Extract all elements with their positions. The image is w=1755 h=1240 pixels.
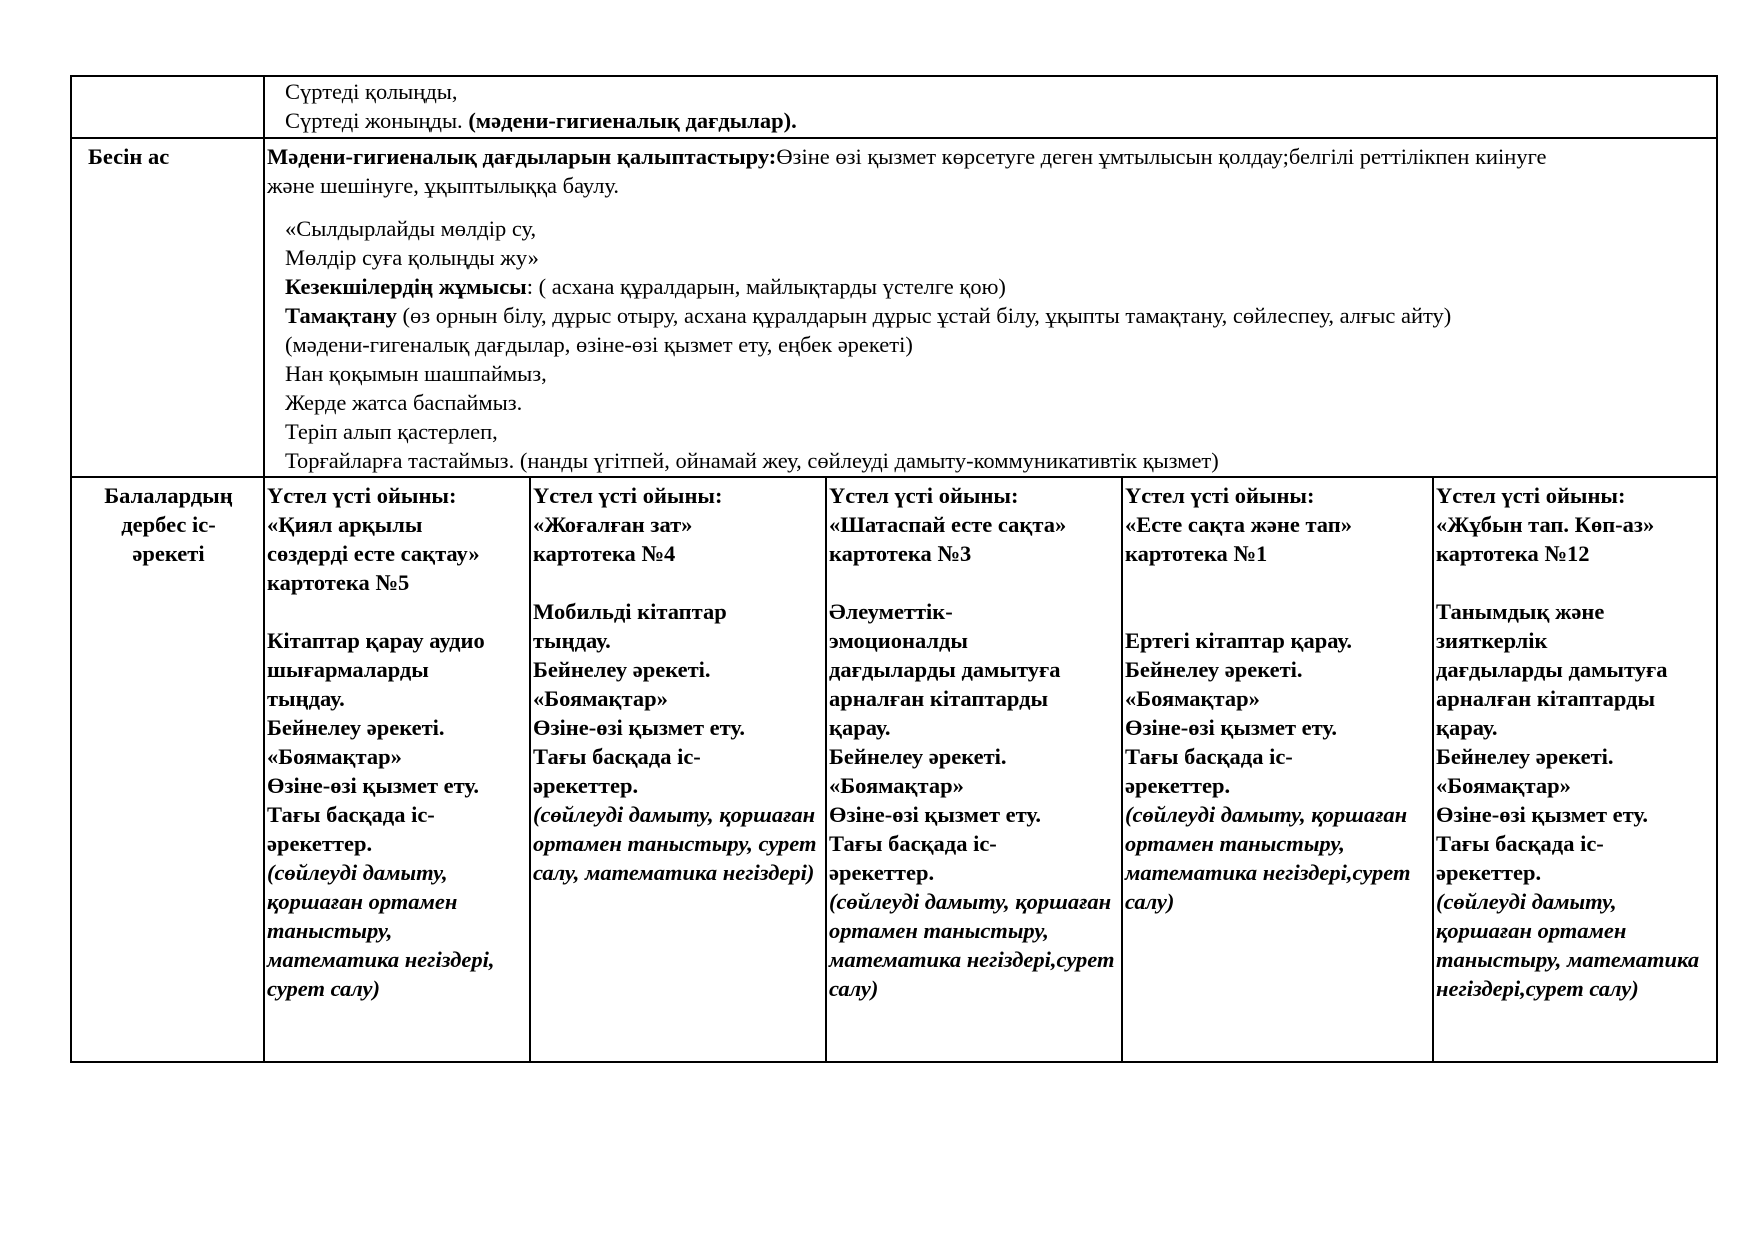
row2-intro-line2: және шешінуге, ұқыптылыққа баулу. xyxy=(267,173,620,198)
day-2-note-1: (сөйлеуді дамыту, қоршаған xyxy=(533,802,816,827)
day-2-line-10: Тағы басқада іс- xyxy=(533,744,701,769)
day-5-line-6: зияткерлік xyxy=(1436,628,1548,653)
day-1-line-6: Кітаптар қарау аудио xyxy=(267,628,485,653)
day-cell-3 xyxy=(826,477,1122,1062)
day-4-note-2: ортамен таныстыру, xyxy=(1125,831,1345,856)
day-1-note-3: таныстыру, xyxy=(267,918,393,943)
row2-eat xyxy=(285,301,1716,330)
row3-label-cell xyxy=(71,477,264,1062)
day-1-line-13: әрекеттер. xyxy=(267,831,373,856)
day-3-line-9: қарау. xyxy=(829,715,891,740)
day-2-note-2: ортамен таныстыру, сурет xyxy=(533,831,817,856)
day-3-line-13: Тағы басқада іс- xyxy=(829,831,997,856)
row2-intro-line1: Өзіне өзі қызмет көрсетуге деген ұмтылысын қолдау;белгілі реттілікпен киінуге xyxy=(776,144,1547,169)
day-4-line-2: «Есте сақта және тап» xyxy=(1125,512,1352,537)
row1-line-2-tail: (мәдени-гигиеналық дағдылар). xyxy=(462,108,797,133)
row2-poem2-line4: Торғайларға тастаймыз. (нанды үгітпей, ойнамай жеу, сөйлеуді дамыту-коммуникативтік қызмет) xyxy=(285,448,1219,473)
day-cell-1 xyxy=(264,477,530,1062)
day-cell-2 xyxy=(530,477,826,1062)
day-1-note-2: қоршаған ортамен xyxy=(267,889,458,914)
day-4-spacer xyxy=(1125,568,1432,597)
row2-poem1-line1: «Сылдырлайды мөлдір су, xyxy=(285,216,537,241)
day-3-line-10: Бейнелеу әрекеті. xyxy=(829,744,1007,769)
day-5-note-1: (сөйлеуді дамыту, xyxy=(1436,889,1617,914)
day-1-line-12: Тағы басқада іс- xyxy=(267,802,435,827)
day-4-line-10: Тағы басқада іс- xyxy=(1125,744,1293,769)
day-5-line-9: қарау. xyxy=(1436,715,1498,740)
day-3-spacer xyxy=(829,568,1121,597)
row-handwashing xyxy=(71,76,1717,138)
day-1-note-1: (сөйлеуді дамыту, xyxy=(267,860,448,885)
day-3-note-4: салу) xyxy=(829,976,879,1001)
day-cell-4 xyxy=(1122,477,1433,1062)
row2-poem1-line2: Мөлдір суға қолыңды жу» xyxy=(285,245,539,270)
day-3-note-3: математика негіздері,сурет xyxy=(829,947,1115,972)
day-5-line-10: Бейнелеу әрекеті. xyxy=(1436,744,1614,769)
day-4-line-3: картотека №1 xyxy=(1125,541,1268,566)
row-independent-activity xyxy=(71,477,1717,1062)
day-3-line-2: «Шатаспай есте сақта» xyxy=(829,512,1067,537)
row2-poem2-line2: Жерде жатса баспаймыз. xyxy=(285,390,523,415)
row2-content-cell xyxy=(264,138,1717,477)
day-5-line-14: әрекеттер. xyxy=(1436,860,1542,885)
day-1-line-9: Бейнелеу әрекеті. xyxy=(267,715,445,740)
day-1-line-3: сөздерді есте сақтау» xyxy=(267,541,480,566)
row1-line-2 xyxy=(285,106,1716,135)
day-2-spacer xyxy=(533,568,825,597)
day-4-line-11: әрекеттер. xyxy=(1125,773,1231,798)
day-5-line-3: картотека №12 xyxy=(1436,541,1590,566)
day-cell-5 xyxy=(1433,477,1717,1062)
day-3-note-1: (сөйлеуді дамыту, қоршаған xyxy=(829,889,1112,914)
row2-eat-bold: Тамақтану xyxy=(285,303,397,328)
row2-duty xyxy=(285,272,1716,301)
row3-label-line3: әрекеті xyxy=(132,541,205,566)
day-5-note-2: қоршаған ортамен xyxy=(1436,918,1627,943)
day-1-line-2: «Қиял арқылы xyxy=(267,512,423,537)
day-5-spacer xyxy=(1436,568,1716,597)
day-3-line-7: дағдыларды дамытуға xyxy=(829,657,1061,682)
day-1-line-8: тыңдау. xyxy=(267,686,345,711)
day-3-line-12: Өзіне-өзі қызмет ету. xyxy=(829,802,1042,827)
day-3-line-6: эмоционалды xyxy=(829,628,968,653)
row1-line-2-text: Сүртеді жоныңды. xyxy=(285,108,463,133)
row2-eat-note: (мәдени-гигеналық дағдылар, өзіне-өзі қызмет ету, еңбек әрекеті) xyxy=(285,332,913,357)
day-5-line-11: «Боямақтар» xyxy=(1436,773,1571,798)
day-4-note-3: математика негіздері,сурет xyxy=(1125,860,1411,885)
day-5-line-2: «Жұбын тап. Көп-аз» xyxy=(1436,512,1655,537)
row2-duty-rest: : ( асхана құралдарын, майлықтарды үстелге қою) xyxy=(526,274,1006,299)
day-1-line-11: Өзіне-өзі қызмет ету. xyxy=(267,773,480,798)
day-1-line-1: Үстел үсті ойыны: xyxy=(267,483,457,508)
day-5-line-1: Үстел үсті ойыны: xyxy=(1436,483,1626,508)
day-5-line-5: Танымдық және xyxy=(1436,599,1605,624)
row3-label-line2: дербес іс- xyxy=(121,512,216,537)
day-3-line-8: арналған кітаптарды xyxy=(829,686,1049,711)
day-4-line-7: Бейнелеу әрекеті. xyxy=(1125,657,1303,682)
day-1-line-4: картотека №5 xyxy=(267,570,410,595)
day-5-note-3: таныстыру, математика xyxy=(1436,947,1700,972)
day-2-line-7: Бейнелеу әрекеті. xyxy=(533,657,711,682)
day-5-line-12: Өзіне-өзі қызмет ету. xyxy=(1436,802,1649,827)
day-3-line-1: Үстел үсті ойыны: xyxy=(829,483,1019,508)
row1-label-cell xyxy=(71,76,264,138)
day-2-line-3: картотека №4 xyxy=(533,541,676,566)
day-3-line-5: Әлеуметтік- xyxy=(829,599,953,624)
row1-content-cell xyxy=(264,76,1717,138)
day-1-spacer xyxy=(267,597,529,626)
day-1-line-7: шығармаларды xyxy=(267,657,429,682)
row2-poem2-line3: Теріп алып қастерлеп, xyxy=(285,419,498,444)
row-afternoon-snack xyxy=(71,138,1717,477)
day-4-line-6: Ертегі кітаптар қарау. xyxy=(1125,628,1352,653)
day-1-line-10: «Боямақтар» xyxy=(267,744,402,769)
row2-poem2-line1: Нан қоқымын шашпаймыз, xyxy=(285,361,547,386)
day-4-line-8: «Боямақтар» xyxy=(1125,686,1260,711)
day-4-line-9: Өзіне-өзі қызмет ету. xyxy=(1125,715,1338,740)
row2-label: Бесін ас xyxy=(88,144,170,169)
day-4-spacer xyxy=(1125,597,1432,626)
day-2-line-11: әрекеттер. xyxy=(533,773,639,798)
day-1-note-4: математика негіздері, xyxy=(267,947,495,972)
day-3-note-2: ортамен таныстыру, xyxy=(829,918,1049,943)
day-5-line-13: Тағы басқада іс- xyxy=(1436,831,1604,856)
day-2-line-8: «Боямақтар» xyxy=(533,686,668,711)
row3-label-line1: Балалардың xyxy=(104,483,233,508)
day-4-line-1: Үстел үсті ойыны: xyxy=(1125,483,1315,508)
day-1-note-5: сурет салу) xyxy=(267,976,380,1001)
row2-intro-bold: Мәдени-гигиеналық дағдыларын қалыптастыру: xyxy=(267,144,777,169)
row2-intro xyxy=(267,142,1716,171)
day-5-note-4: негіздері,сурет салу) xyxy=(1436,976,1639,1001)
day-4-note-4: салу) xyxy=(1125,889,1175,914)
day-2-line-9: Өзіне-өзі қызмет ету. xyxy=(533,715,746,740)
day-2-line-1: Үстел үсті ойыны: xyxy=(533,483,723,508)
row2-label-cell xyxy=(71,138,264,477)
day-2-line-5: Мобильді кітаптар xyxy=(533,599,727,624)
day-4-note-1: (сөйлеуді дамыту, қоршаған xyxy=(1125,802,1408,827)
day-3-line-11: «Боямақтар» xyxy=(829,773,964,798)
day-5-line-7: дағдыларды дамытуға xyxy=(1436,657,1668,682)
row2-duty-bold: Кезекшілердің жұмысы xyxy=(285,274,527,299)
schedule-table xyxy=(70,75,1718,1063)
row2-eat-rest: (өз орнын білу, дұрыс отыру, асхана құралдарын дұрыс ұстай білу, ұқыпты тамақтану, сөйлеспеу, алғыс айту) xyxy=(396,303,1452,328)
day-3-line-14: әрекеттер. xyxy=(829,860,935,885)
day-2-line-2: «Жоғалған зат» xyxy=(533,512,693,537)
day-5-line-8: арналған кітаптарды xyxy=(1436,686,1656,711)
day-3-line-3: картотека №3 xyxy=(829,541,972,566)
day-2-note-3: салу, математика негіздері) xyxy=(533,860,815,885)
row1-line-1: Сүртеді қолыңды, xyxy=(285,79,458,104)
day-2-line-6: тыңдау. xyxy=(533,628,611,653)
